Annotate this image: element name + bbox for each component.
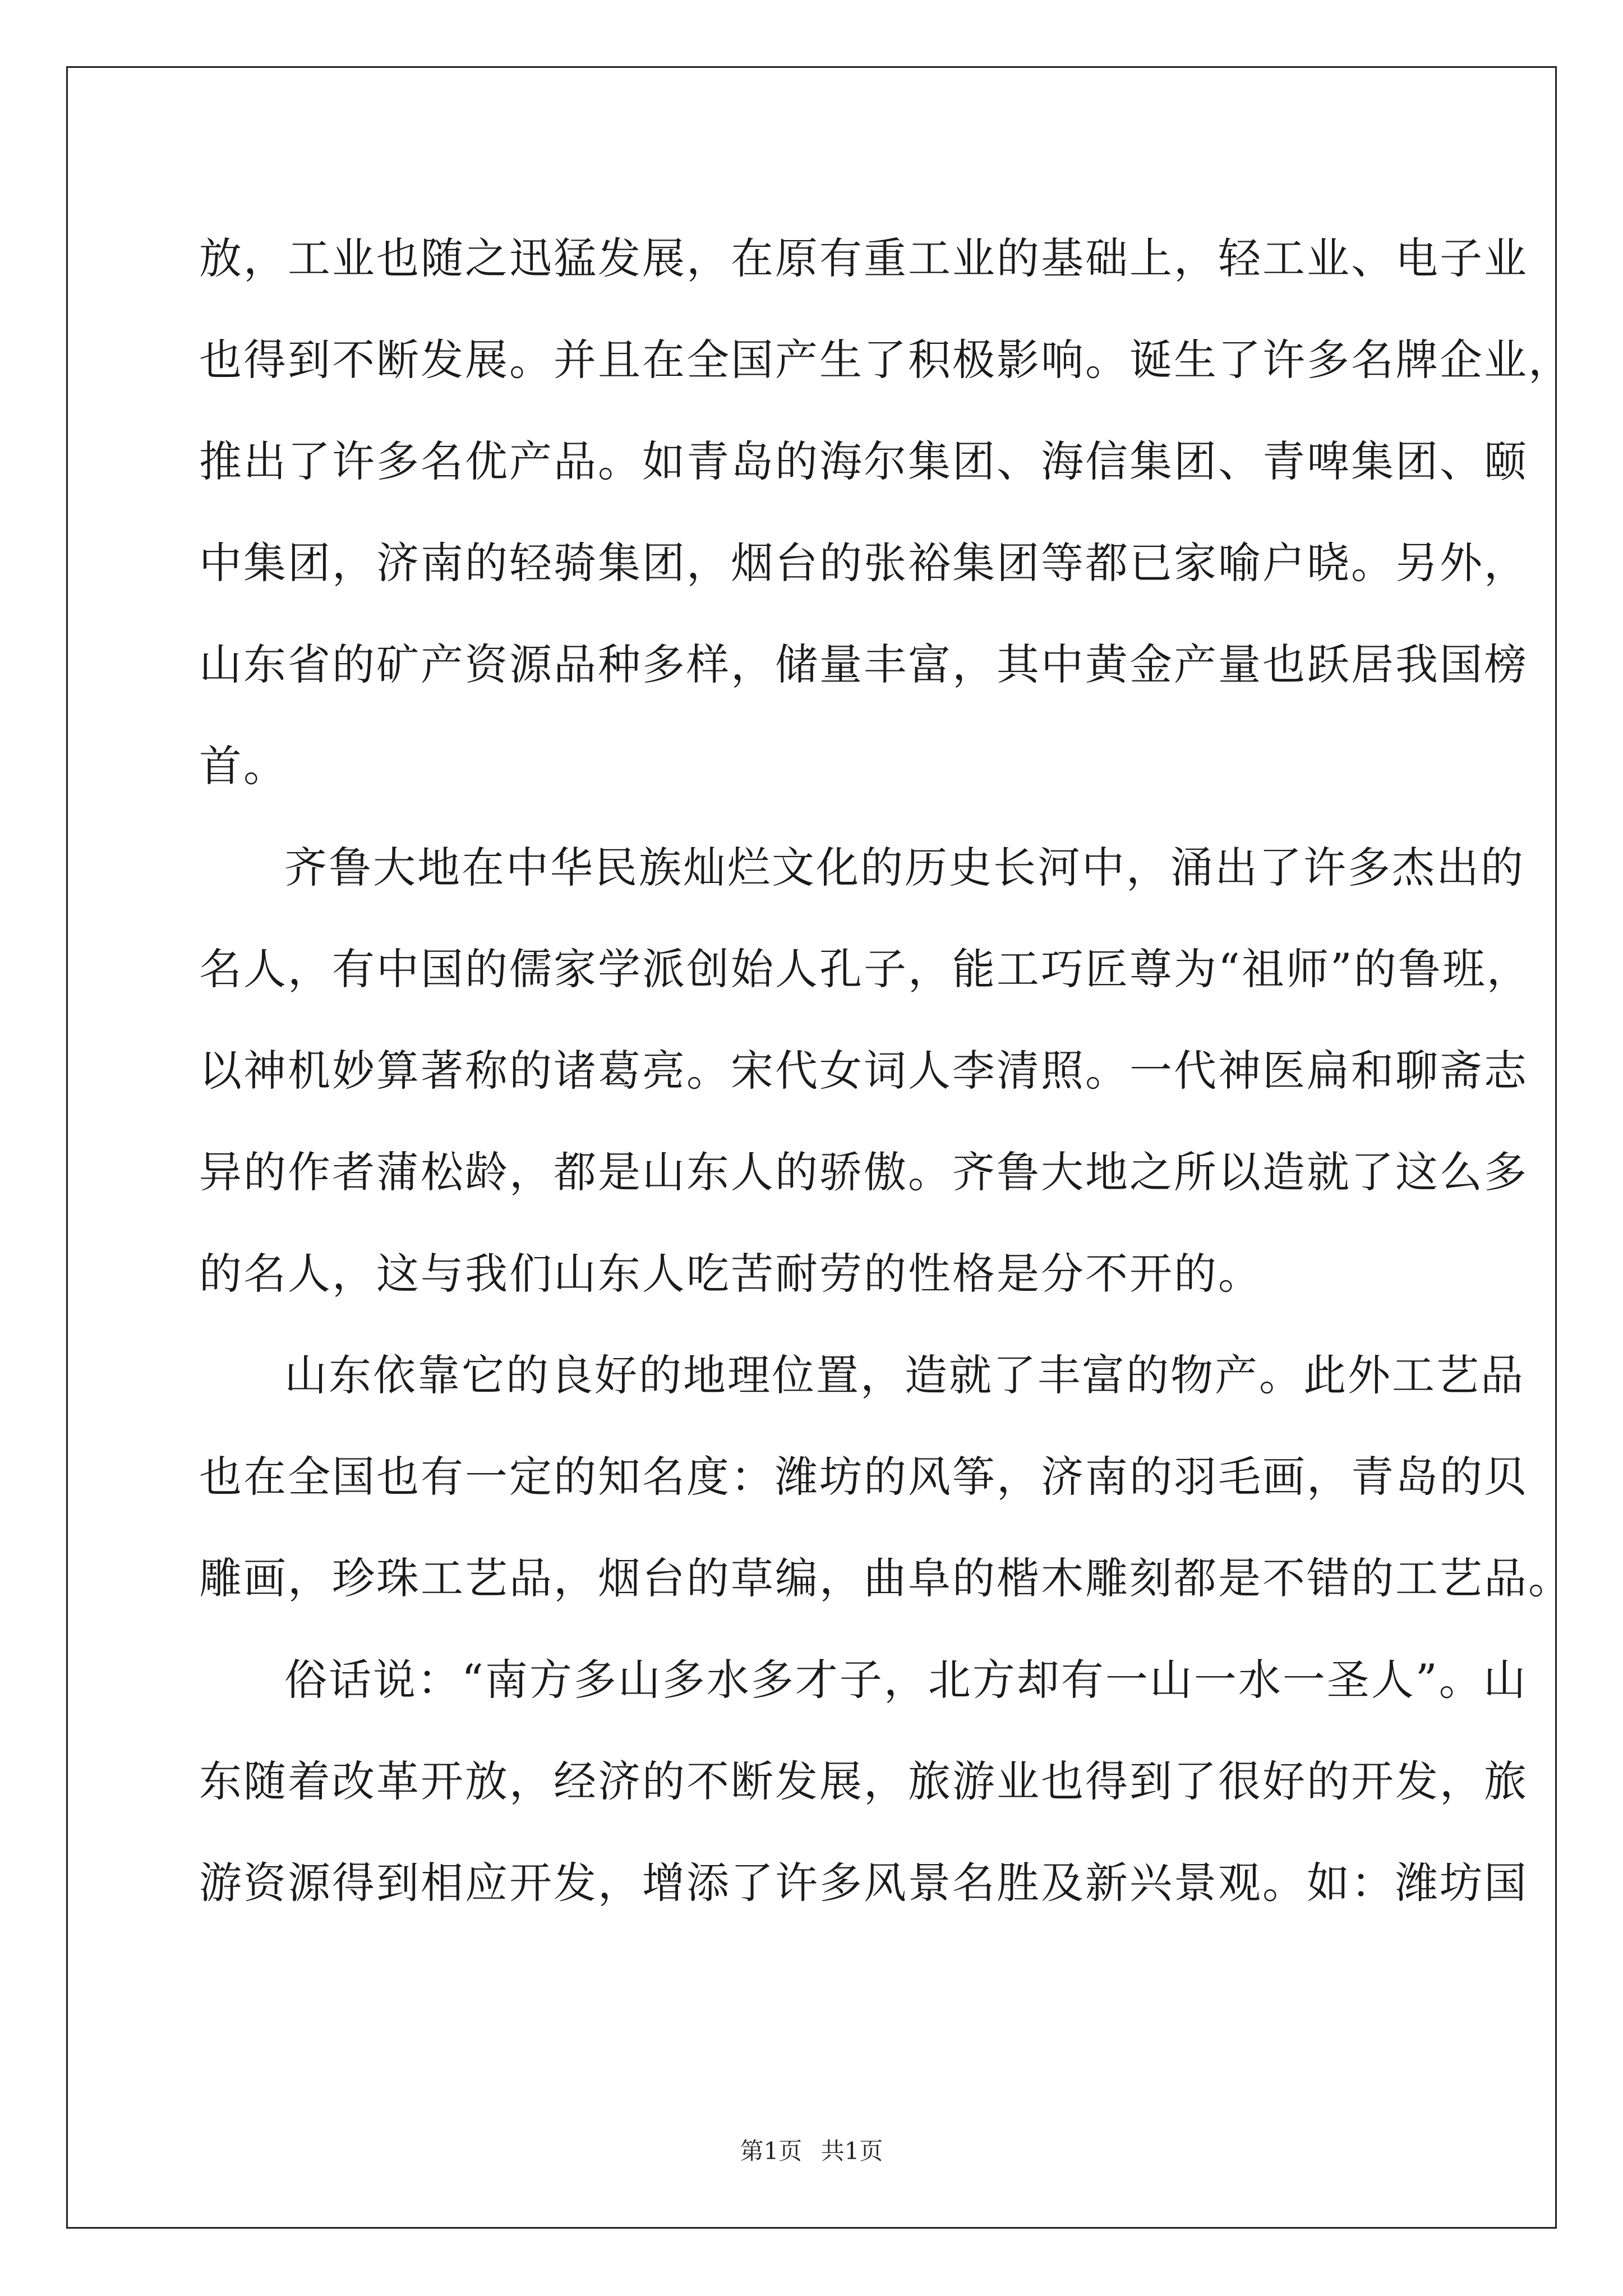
document-body <box>199 208 1573 1934</box>
current-page-label: 第1页 <box>740 2137 803 2165</box>
text-line: 山东省的矿产资源品种多样，储量丰富，其中黄金产量也跃居我国榜 <box>199 639 1528 689</box>
text-line: 中集团，济南的轻骑集团，烟台的张裕集团等都已家喻户晓。另外， <box>199 538 1528 588</box>
text-line: 齐鲁大地在中华民族灿烂文化的历史长河中，涌出了许多杰出的 <box>284 843 1525 892</box>
text-line: 也得到不断发展。并且在全国产生了积极影响。诞生了许多名牌企业， <box>199 335 1573 385</box>
text-line: 的名人，这与我们山东人吃苦耐劳的性格是分不开的。 <box>199 1249 1262 1299</box>
text-line: 雕画，珍珠工艺品，烟台的草编，曲阜的楷木雕刻都是不错的工艺品。 <box>199 1553 1573 1603</box>
text-line: 推出了许多名优产品。如青岛的海尔集团、海信集团、青啤集团、颐 <box>199 436 1528 486</box>
text-line: 放，工业也随之迅猛发展，在原有重工业的基础上，轻工业、电子业 <box>199 233 1528 283</box>
text-line: 东随着改革开放，经济的不断发展，旅游业也得到了很好的开发，旅 <box>199 1756 1528 1806</box>
text-line: 游资源得到相应开发，增添了许多风景名胜及新兴景观。如：潍坊国 <box>199 1858 1528 1908</box>
text-line: 异的作者蒲松龄，都是山东人的骄傲。齐鲁大地之所以造就了这么多 <box>199 1147 1528 1197</box>
text-line: 俗话说：“南方多山多水多才子，北方却有一山一水一圣人”。山 <box>284 1655 1528 1705</box>
text-line: 也在全国也有一定的知名度：潍坊的风筝，济南的羽毛画，青岛的贝 <box>199 1452 1528 1502</box>
text-line: 名人，有中国的儒家学派创始人孔子，能工巧匠尊为“祖师”的鲁班， <box>199 944 1531 994</box>
total-pages-label: 共1页 <box>820 2137 883 2165</box>
page-footer <box>0 2134 1623 2168</box>
text-line: 山东依靠它的良好的地理位置，造就了丰富的物产。此外工艺品 <box>284 1350 1525 1400</box>
text-line: 首。 <box>199 741 288 791</box>
text-line: 以神机妙算著称的诸葛亮。宋代女词人李清照。一代神医扁和聊斋志 <box>199 1046 1528 1096</box>
